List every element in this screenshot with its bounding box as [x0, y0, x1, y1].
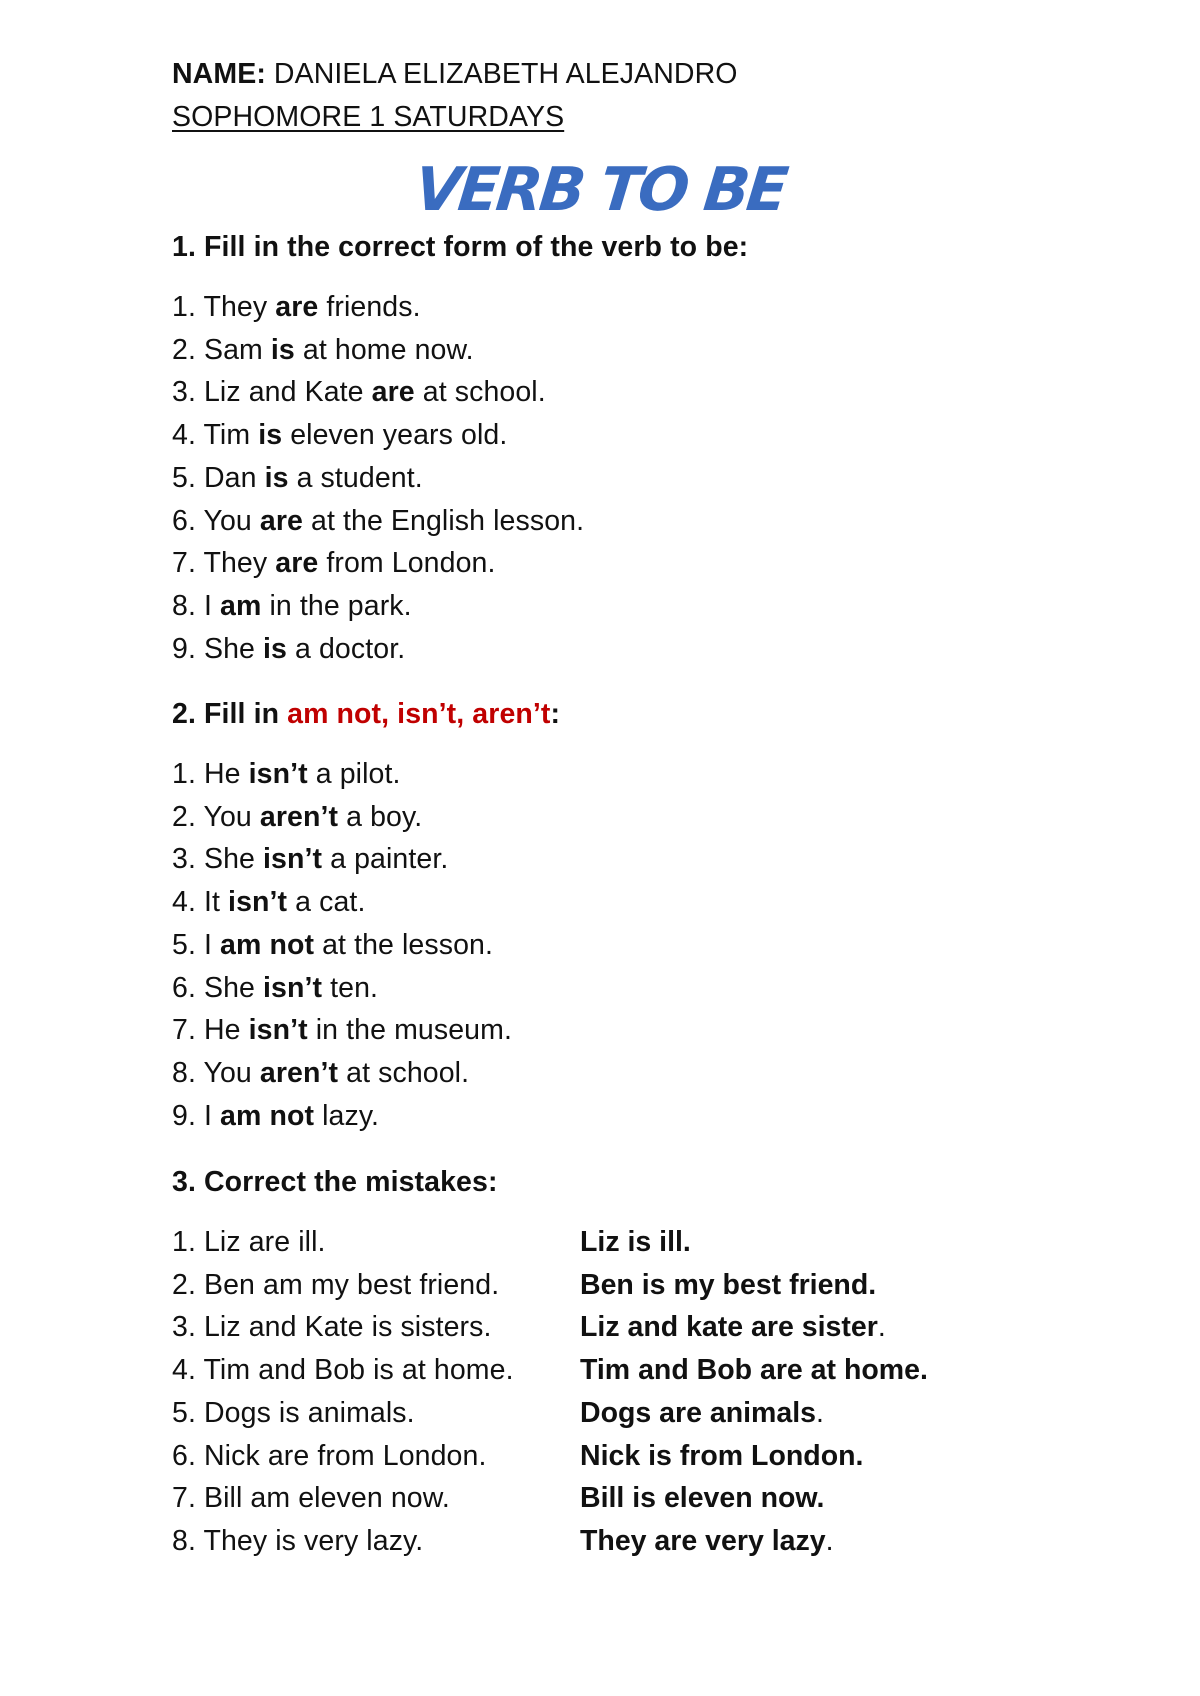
item-prompt-start: 2. Sam	[172, 333, 271, 366]
corrected-tail: .	[825, 1524, 834, 1557]
item-prompt-end: a pilot.	[307, 758, 401, 790]
section1-heading: 1. Fill in the correct form of the verb to be:	[172, 231, 749, 263]
class-line: SOPHOMORE 1 SATURDAYS	[172, 101, 565, 133]
corrected-sentence	[580, 1396, 824, 1430]
mistake-sentence: 8. They is very lazy.	[172, 1524, 424, 1557]
exercise-item	[172, 504, 584, 538]
exercise-item	[172, 290, 421, 324]
mistake-sentence: 4. Tim and Bob is at home.	[172, 1354, 514, 1387]
item-prompt-end: a painter.	[322, 843, 449, 876]
exercise-item	[172, 461, 423, 495]
exercise-item	[172, 375, 546, 409]
item-prompt-start: 3. She	[172, 843, 264, 876]
mistake-sentence: 3. Liz and Kate is sisters.	[172, 1311, 492, 1344]
student-name: DANIELA ELIZABETH ALEJANDRO	[265, 58, 738, 90]
corrected-tail: .	[877, 1311, 886, 1344]
item-prompt-end: lazy.	[314, 1099, 380, 1132]
item-prompt-start: 1. He	[172, 758, 249, 790]
item-prompt-end: in the park.	[261, 589, 412, 622]
item-prompt-end: a doctor.	[286, 632, 406, 665]
item-prompt-end: in the museum.	[307, 1014, 512, 1047]
item-answer: is	[258, 419, 283, 452]
item-prompt-end: ten.	[322, 971, 379, 1004]
corrected-tail: .	[816, 1396, 824, 1429]
section2-heading-pre: 2. Fill in	[172, 698, 288, 730]
item-prompt-end: at the lesson.	[314, 928, 494, 961]
name-label: NAME:	[172, 58, 266, 90]
corrected-text: Tim and Bob are at home.	[580, 1354, 928, 1387]
item-prompt-start: 7. They	[172, 547, 276, 580]
corrected-sentence	[580, 1439, 863, 1473]
item-answer: are	[275, 547, 319, 580]
item-answer: isn’t	[263, 843, 323, 876]
item-answer: is	[270, 333, 295, 366]
name-line	[172, 57, 738, 91]
item-answer: am not	[220, 928, 315, 961]
item-prompt-start: 7. He	[172, 1014, 249, 1047]
item-answer: are	[275, 291, 319, 323]
exercise-item	[172, 1056, 469, 1090]
item-answer: isn’t	[248, 758, 308, 790]
mistake-sentence: 2. Ben am my best friend.	[172, 1268, 500, 1301]
corrected-sentence	[580, 1268, 876, 1302]
item-prompt-end: a boy.	[338, 800, 423, 833]
exercise-item	[172, 757, 401, 791]
exercise-item	[172, 928, 493, 962]
section3-heading: 3. Correct the mistakes:	[172, 1166, 498, 1198]
item-prompt-end: from London.	[318, 547, 496, 580]
item-answer: aren’t	[259, 1056, 339, 1089]
item-prompt-end: at school.	[338, 1056, 470, 1089]
item-answer: is	[263, 632, 287, 665]
exercise-item	[172, 885, 365, 919]
item-answer: isn’t	[228, 886, 288, 919]
mistake-sentence: 6. Nick are from London.	[172, 1439, 487, 1472]
item-prompt-end: at the English lesson.	[302, 504, 585, 537]
item-answer: are	[371, 376, 415, 409]
section2-heading	[172, 697, 560, 731]
exercise-item	[172, 333, 474, 367]
item-answer: am not	[220, 1099, 315, 1132]
exercise-item	[172, 546, 496, 580]
mistake-sentence: 5. Dogs is animals.	[172, 1396, 415, 1429]
item-prompt-end: a cat.	[287, 886, 366, 919]
corrected-sentence	[580, 1310, 886, 1344]
exercise-item	[172, 971, 378, 1005]
item-prompt-start: 5. I	[172, 928, 221, 961]
item-prompt-start: 8. I	[172, 589, 221, 622]
corrected-text: Dogs are animals	[580, 1396, 817, 1429]
item-prompt-start: 4. Tim	[172, 419, 259, 452]
item-prompt-end: at home now.	[294, 333, 474, 366]
item-prompt-end: eleven years old.	[282, 419, 508, 452]
exercise-item	[172, 589, 412, 623]
exercise-item	[172, 800, 422, 834]
item-prompt-start: 6. She	[172, 971, 264, 1004]
section2-heading-options: am not, isn’t, aren’t	[287, 698, 551, 730]
corrected-text: Ben is my best friend.	[580, 1268, 877, 1301]
item-answer: are	[259, 504, 303, 537]
corrected-sentence	[580, 1481, 824, 1515]
corrected-text: Bill is eleven now.	[580, 1482, 825, 1515]
corrected-sentence	[580, 1225, 691, 1259]
item-prompt-start: 9. She	[172, 632, 264, 665]
item-answer: isn’t	[263, 971, 323, 1004]
item-prompt-start: 4. It	[172, 886, 229, 919]
item-answer: am	[220, 589, 262, 622]
exercise-item	[172, 418, 507, 452]
item-prompt-end: friends.	[318, 291, 421, 323]
item-prompt-start: 2. You	[172, 800, 260, 833]
item-prompt-start: 9. I	[172, 1099, 221, 1132]
corrected-text: Nick is from London.	[580, 1439, 864, 1472]
page-title: VERB TO BE	[411, 155, 789, 225]
item-answer: is	[264, 461, 289, 494]
item-prompt-start: 5. Dan	[172, 461, 265, 494]
item-answer: isn’t	[248, 1014, 308, 1047]
mistake-sentence: 7. Bill am eleven now.	[172, 1482, 450, 1515]
section2-heading-post: :	[550, 698, 561, 730]
corrected-text: Liz is ill.	[580, 1226, 691, 1258]
corrected-text: They are very lazy	[580, 1524, 826, 1557]
corrected-sentence	[580, 1353, 928, 1387]
item-answer: aren’t	[259, 800, 339, 833]
exercise-item	[172, 1099, 379, 1133]
exercise-item	[172, 632, 405, 666]
item-prompt-end: a student.	[288, 461, 423, 494]
exercise-item	[172, 842, 448, 876]
mistake-sentence: 1. Liz are ill.	[172, 1226, 326, 1258]
item-prompt-start: 8. You	[172, 1056, 260, 1089]
corrected-sentence	[580, 1524, 834, 1558]
corrected-text: Liz and kate are sister	[580, 1311, 878, 1344]
item-prompt-start: 1. They	[172, 291, 276, 323]
item-prompt-start: 3. Liz and Kate	[172, 376, 372, 409]
item-prompt-start: 6. You	[172, 504, 260, 537]
item-prompt-end: at school.	[414, 376, 546, 409]
exercise-item	[172, 1013, 512, 1047]
